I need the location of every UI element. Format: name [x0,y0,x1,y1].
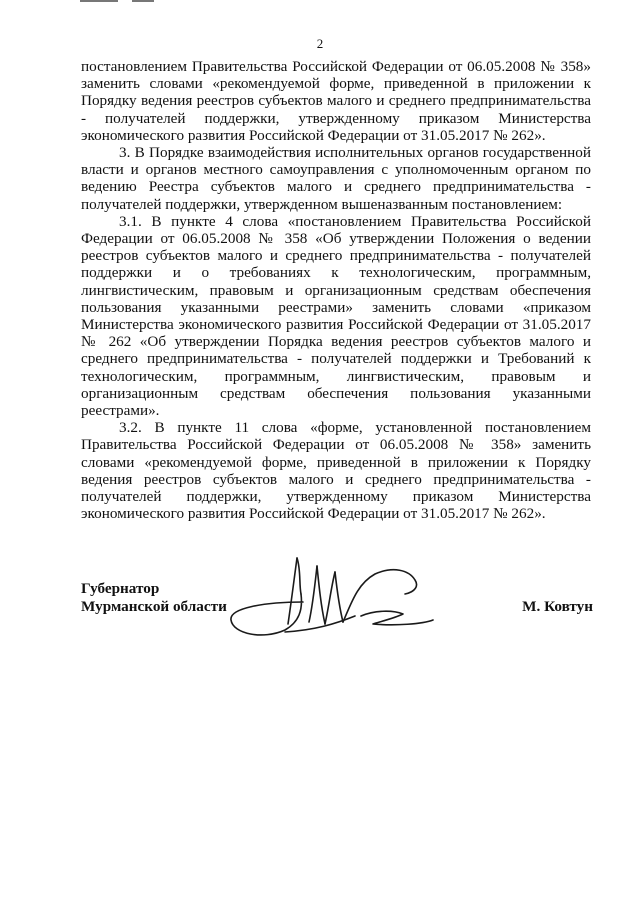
paragraph-item-3-2: 3.2. В пункте 11 слова «форме, установленной постановлением Правительства Российской Федерации от 06.05.2008 № 358» заменить словами «рекомендуемой форме, приведенной в приложении к Порядку ведения реестров субъектов малого и среднего предпринимательства - получателей поддержки, утвержденному приказом Министерства экономического развития Российской Федерации от 31.05.2017 № 262». [81,419,591,523]
scan-edge-marks [80,0,170,3]
signature-block [81,580,593,640]
paragraph-item-3: 3. В Порядке взаимодействия исполнительных органов государственной власти и органов местного самоуправления с уполномоченным органом по ведению Реестра субъектов малого и среднего предпринимательства - получателей поддержки, утвержденном вышеназванным постановлением: [81,144,591,213]
signatory-title-line-2: Мурманской области [81,598,227,615]
page-number: 2 [316,36,324,51]
signatory-name: М. Ковтун [522,598,593,615]
document-body [81,58,591,522]
paragraph-item-3-1: 3.1. В пункте 4 слова «постановлением Правительства Российской Федерации от 06.05.2008 № 358 «Об утверждении Положения о ведении реестров субъектов малого и среднего предпринимательства - получателей поддержки и о требованиях к технологическим, программным, лингвистическим, правовым и организационным средствам обеспечения пользования указанными реестрами» заменить словами «приказом Министерства экономического развития Российской Федерации от 31.05.2017 № 262 «Об утверждении Порядка ведения реестров субъектов малого и среднего предпринимательства - получателей поддержки и Требований к технологическим, программным, лингвистическим, правовым и организационным средствам обеспечения пользования указанными реестрами». [81,212,591,420]
signatory-title [81,580,227,616]
signatory-title-line-1: Губернатор [81,580,160,597]
paragraph-continuation: постановлением Правительства Российской Федерации от 06.05.2008 № 358» заменить словами «рекомендуемой форме, приведенной в приложении к Порядку ведения реестров субъектов малого и среднего предпринимательства - получателей поддержки, утвержденному приказом Министерства экономического развития Российской Федерации от 31.05.2017 № 262». [81,58,591,144]
